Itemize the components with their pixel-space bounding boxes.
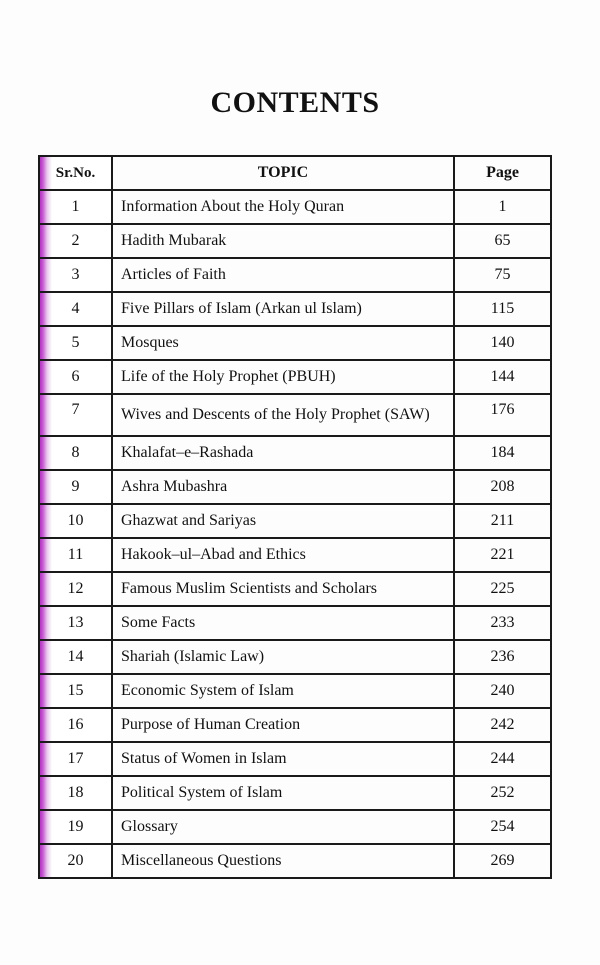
row-sr-no: 13: [39, 606, 112, 640]
table-row: [39, 360, 551, 394]
row-topic: Mosques: [112, 326, 454, 360]
row-topic: Some Facts: [112, 606, 454, 640]
row-page: 1: [454, 190, 551, 224]
row-sr-no: 14: [39, 640, 112, 674]
table-row: [39, 572, 551, 606]
row-topic: Shariah (Islamic Law): [112, 640, 454, 674]
row-page: 233: [454, 606, 551, 640]
row-sr-no: 12: [39, 572, 112, 606]
table-row: [39, 742, 551, 776]
row-sr-no: 10: [39, 504, 112, 538]
row-sr-no: 18: [39, 776, 112, 810]
row-sr-no: 2: [39, 224, 112, 258]
row-topic: Articles of Faith: [112, 258, 454, 292]
header-topic: TOPIC: [112, 156, 454, 190]
row-topic: Five Pillars of Islam (Arkan ul Islam): [112, 292, 454, 326]
header-sr-no: Sr.No.: [39, 156, 112, 190]
table-row: [39, 190, 551, 224]
row-page: 65: [454, 224, 551, 258]
row-topic: Economic System of Islam: [112, 674, 454, 708]
row-topic: Status of Women in Islam: [112, 742, 454, 776]
row-sr-no: 1: [39, 190, 112, 224]
row-topic: Wives and Descents of the Holy Prophet (SAW): [112, 394, 454, 436]
table-row: [39, 326, 551, 360]
row-sr-no: 6: [39, 360, 112, 394]
row-topic: Khalafat–e–Rashada: [112, 436, 454, 470]
table-row: [39, 708, 551, 742]
row-sr-no: 15: [39, 674, 112, 708]
row-sr-no: 16: [39, 708, 112, 742]
row-sr-no: 19: [39, 810, 112, 844]
table-row: [39, 394, 551, 436]
row-page: 252: [454, 776, 551, 810]
row-page: 244: [454, 742, 551, 776]
row-page: 225: [454, 572, 551, 606]
table-row: [39, 436, 551, 470]
row-page: 144: [454, 360, 551, 394]
page-title: CONTENTS: [210, 86, 380, 119]
row-sr-no: 5: [39, 326, 112, 360]
row-page: 211: [454, 504, 551, 538]
row-page: 254: [454, 810, 551, 844]
table-row: [39, 640, 551, 674]
row-topic: Ashra Mubashra: [112, 470, 454, 504]
row-page: 176: [454, 394, 551, 436]
row-sr-no: 11: [39, 538, 112, 572]
row-page: 208: [454, 470, 551, 504]
table-row: [39, 292, 551, 326]
row-page: 140: [454, 326, 551, 360]
row-sr-no: 3: [39, 258, 112, 292]
table-row: [39, 844, 551, 878]
table-row: [39, 224, 551, 258]
row-page: 75: [454, 258, 551, 292]
table-row: [39, 810, 551, 844]
table-row: [39, 504, 551, 538]
row-page: 184: [454, 436, 551, 470]
table-row: [39, 470, 551, 504]
table-header-row: [39, 156, 551, 190]
header-page: Page: [454, 156, 551, 190]
row-topic: Ghazwat and Sariyas: [112, 504, 454, 538]
row-topic: Hakook–ul–Abad and Ethics: [112, 538, 454, 572]
row-page: 221: [454, 538, 551, 572]
row-page: 115: [454, 292, 551, 326]
table-row: [39, 538, 551, 572]
row-topic: Life of the Holy Prophet (PBUH): [112, 360, 454, 394]
table-row: [39, 258, 551, 292]
row-page: 242: [454, 708, 551, 742]
row-topic: Purpose of Human Creation: [112, 708, 454, 742]
table-row: [39, 674, 551, 708]
table-row: [39, 776, 551, 810]
row-page: 236: [454, 640, 551, 674]
row-topic: Glossary: [112, 810, 454, 844]
contents-table: [38, 155, 552, 879]
row-topic: Political System of Islam: [112, 776, 454, 810]
row-sr-no: 9: [39, 470, 112, 504]
row-topic: Miscellaneous Questions: [112, 844, 454, 878]
table-row: [39, 606, 551, 640]
row-sr-no: 7: [39, 394, 112, 436]
row-sr-no: 8: [39, 436, 112, 470]
row-sr-no: 20: [39, 844, 112, 878]
row-topic: Famous Muslim Scientists and Scholars: [112, 572, 454, 606]
row-sr-no: 17: [39, 742, 112, 776]
row-topic: Hadith Mubarak: [112, 224, 454, 258]
row-sr-no: 4: [39, 292, 112, 326]
row-topic: Information About the Holy Quran: [112, 190, 454, 224]
row-page: 269: [454, 844, 551, 878]
row-page: 240: [454, 674, 551, 708]
